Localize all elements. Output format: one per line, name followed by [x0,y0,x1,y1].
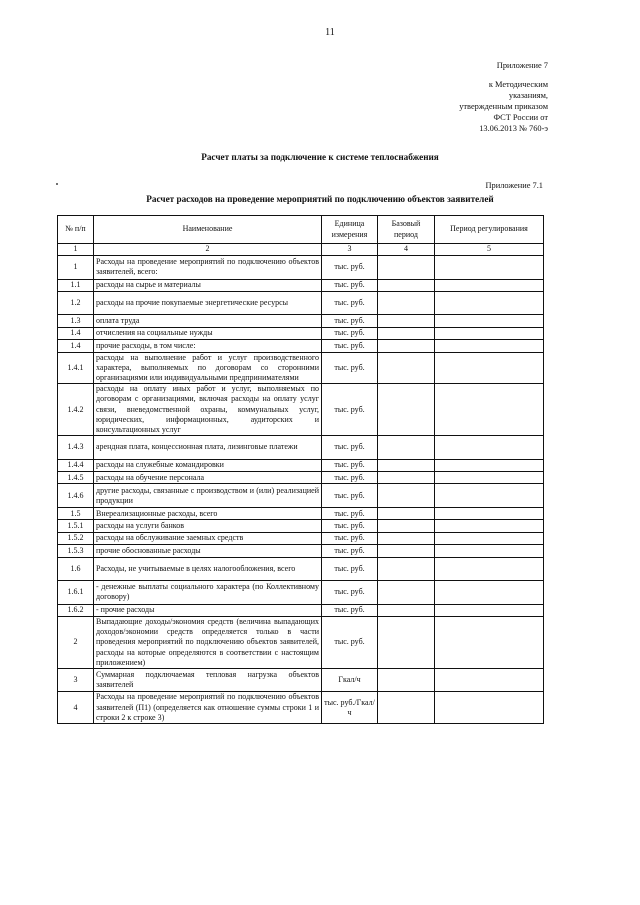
row-regulation-value [435,327,544,339]
row-name: расходы на выполнение работ и услуг производственного характера, выполняемых по договорам со сторонними организациями или индивидуальными предпринимателями [94,352,322,384]
row-regulation-value [435,545,544,557]
row-name: другие расходы, связанные с производством и (или) реализацией продукции [94,484,322,508]
header-name: Наименование [94,216,322,244]
table-row [58,557,544,581]
row-base-value [378,532,435,544]
attachment-line: к Методическим [488,80,548,89]
table-row [58,668,544,692]
row-regulation-value [435,291,544,315]
row-number: 1.3 [58,315,94,327]
row-unit: тыс. руб./Гкал/ч [322,692,378,724]
row-unit: тыс. руб. [322,604,378,616]
attachment-line: ФСТ России от [493,113,548,122]
row-regulation-value [435,557,544,581]
index-cell: 5 [435,244,544,256]
table-row [58,436,544,460]
row-regulation-value [435,459,544,471]
header-base-period: Базовый период [378,216,435,244]
row-name: Внереализационные расходы, всего [94,507,322,519]
row-unit: тыс. руб. [322,384,378,436]
document-title: Расчет платы за подключение к системе теплоснабжения [201,152,439,162]
row-number: 1.4.4 [58,459,94,471]
row-base-value [378,352,435,384]
table-index-row [58,244,544,256]
row-unit: тыс. руб. [322,472,378,484]
row-base-value [378,616,435,668]
row-base-value [378,668,435,692]
row-base-value [378,327,435,339]
row-number: 3 [58,668,94,692]
row-name: отчисления на социальные нужды [94,327,322,339]
row-base-value [378,279,435,291]
row-number: 1.6 [58,557,94,581]
header-unit: Единица измерения [322,216,378,244]
attachment-line: указаниям, [508,91,548,100]
row-base-value [378,507,435,519]
attachment-line: Приложение 7 [496,61,548,70]
table-row [58,315,544,327]
row-number: 4 [58,692,94,724]
row-base-value [378,472,435,484]
table-header-row [58,216,544,244]
row-unit: тыс. руб. [322,279,378,291]
row-name: расходы на оплату иных работ и услуг, выполняемых по договорам с организациями, включая расходы на оплату услуг связи, вневедомственной охраны, коммунальных услуг, юридических, информационных, аудиторских и консультационных услуг [94,384,322,436]
table-title: Расчет расходов на проведение мероприятий по подключению объектов заявителей [146,194,494,204]
row-name: Расходы на проведение мероприятий по подключению объектов заявителей (П1) (определяется как отношение суммы строки 1 и строки 2 к строке 3) [94,692,322,724]
index-cell: 3 [322,244,378,256]
table-row [58,520,544,532]
row-number: 1.4.3 [58,436,94,460]
row-regulation-value [435,484,544,508]
table-row [58,340,544,352]
expense-table [57,215,544,724]
row-unit: тыс. руб. [322,507,378,519]
row-base-value [378,557,435,581]
row-unit: тыс. руб. [322,520,378,532]
row-number: 1.6.1 [58,581,94,605]
row-number: 1.5.1 [58,520,94,532]
row-name: Расходы, не учитываемые в целях налогообложения, всего [94,557,322,581]
row-base-value [378,291,435,315]
row-regulation-value [435,507,544,519]
table-row [58,472,544,484]
row-number: 1.4.5 [58,472,94,484]
table-row [58,327,544,339]
header-regulation-period: Период регулирования [435,216,544,244]
row-number: 1.4 [58,340,94,352]
row-regulation-value [435,472,544,484]
row-base-value [378,315,435,327]
row-regulation-value [435,692,544,724]
row-regulation-value [435,532,544,544]
table-row [58,692,544,724]
row-unit: тыс. руб. [322,616,378,668]
table-row [58,291,544,315]
row-unit: тыс. руб. [322,532,378,544]
row-base-value [378,256,435,280]
table-row [58,279,544,291]
row-name: - денежные выплаты социального характера (по Коллективному договору) [94,581,322,605]
row-name: оплата труда [94,315,322,327]
row-name: расходы на прочие покупаемые энергетические ресурсы [94,291,322,315]
row-regulation-value [435,616,544,668]
row-number: 1.2 [58,291,94,315]
row-number: 1 [58,256,94,280]
table-row [58,616,544,668]
row-name: Суммарная подключаемая тепловая нагрузка объектов заявителей [94,668,322,692]
row-base-value [378,520,435,532]
row-number: 1.4 [58,327,94,339]
page-number: 11 [325,27,335,38]
row-number: 1.5.2 [58,532,94,544]
row-number: 1.5.3 [58,545,94,557]
table-row [58,532,544,544]
row-regulation-value [435,604,544,616]
row-unit: тыс. руб. [322,581,378,605]
row-unit: тыс. руб. [322,256,378,280]
row-number: 1.4.6 [58,484,94,508]
row-name: расходы на обучение персонала [94,472,322,484]
row-name: - прочие расходы [94,604,322,616]
row-regulation-value [435,384,544,436]
row-unit: Гкал/ч [322,668,378,692]
row-name: расходы на обслуживание заемных средств [94,532,322,544]
annex-label: Приложение 7.1 [485,181,543,190]
row-base-value [378,459,435,471]
row-unit: тыс. руб. [322,484,378,508]
row-name: расходы на служебные командировки [94,459,322,471]
row-name: расходы на услуги банков [94,520,322,532]
row-number: 2 [58,616,94,668]
row-base-value [378,692,435,724]
row-regulation-value [435,436,544,460]
row-unit: тыс. руб. [322,291,378,315]
row-base-value [378,545,435,557]
table-row [58,484,544,508]
row-base-value [378,340,435,352]
table-row [58,581,544,605]
attachment-line: утвержденным приказом [459,102,548,111]
table-row [58,604,544,616]
row-name: прочие расходы, в том числе: [94,340,322,352]
row-name: расходы на сырье и материалы [94,279,322,291]
row-number: 1.4.2 [58,384,94,436]
row-base-value [378,604,435,616]
row-regulation-value [435,668,544,692]
header-num: № п/п [58,216,94,244]
row-regulation-value [435,315,544,327]
row-name: арендная плата, концессионная плата, лизинговые платежи [94,436,322,460]
row-name: прочие обоснованные расходы [94,545,322,557]
row-unit: тыс. руб. [322,327,378,339]
row-unit: тыс. руб. [322,315,378,327]
row-unit: тыс. руб. [322,436,378,460]
row-base-value [378,384,435,436]
row-regulation-value [435,279,544,291]
table-row [58,384,544,436]
row-regulation-value [435,340,544,352]
row-regulation-value [435,581,544,605]
row-unit: тыс. руб. [322,545,378,557]
table-row [58,352,544,384]
row-regulation-value [435,256,544,280]
table-row [58,507,544,519]
attachment-block [459,60,548,134]
row-base-value [378,436,435,460]
attachment-line: 13.06.2013 № 760-э [479,124,548,133]
row-base-value [378,581,435,605]
row-base-value [378,484,435,508]
row-name: Расходы на проведение мероприятий по подключению объектов заявителей, всего: [94,256,322,280]
row-number: 1.6.2 [58,604,94,616]
table-row [58,545,544,557]
row-name: Выпадающие доходы/экономия средств (величина выпадающих доходов/экономии средств определяется только в части проведения мероприятий по подключению объектов заявителей, расходы на которые определяются в соответствии с настоящим приложением) [94,616,322,668]
row-unit: тыс. руб. [322,352,378,384]
row-regulation-value [435,352,544,384]
table-row [58,459,544,471]
scan-artifact [56,183,58,185]
row-unit: тыс. руб. [322,459,378,471]
index-cell: 4 [378,244,435,256]
row-number: 1.4.1 [58,352,94,384]
index-cell: 2 [94,244,322,256]
index-cell: 1 [58,244,94,256]
row-regulation-value [435,520,544,532]
row-number: 1.1 [58,279,94,291]
table-row [58,256,544,280]
row-unit: тыс. руб. [322,557,378,581]
row-unit: тыс. руб. [322,340,378,352]
row-number: 1.5 [58,507,94,519]
